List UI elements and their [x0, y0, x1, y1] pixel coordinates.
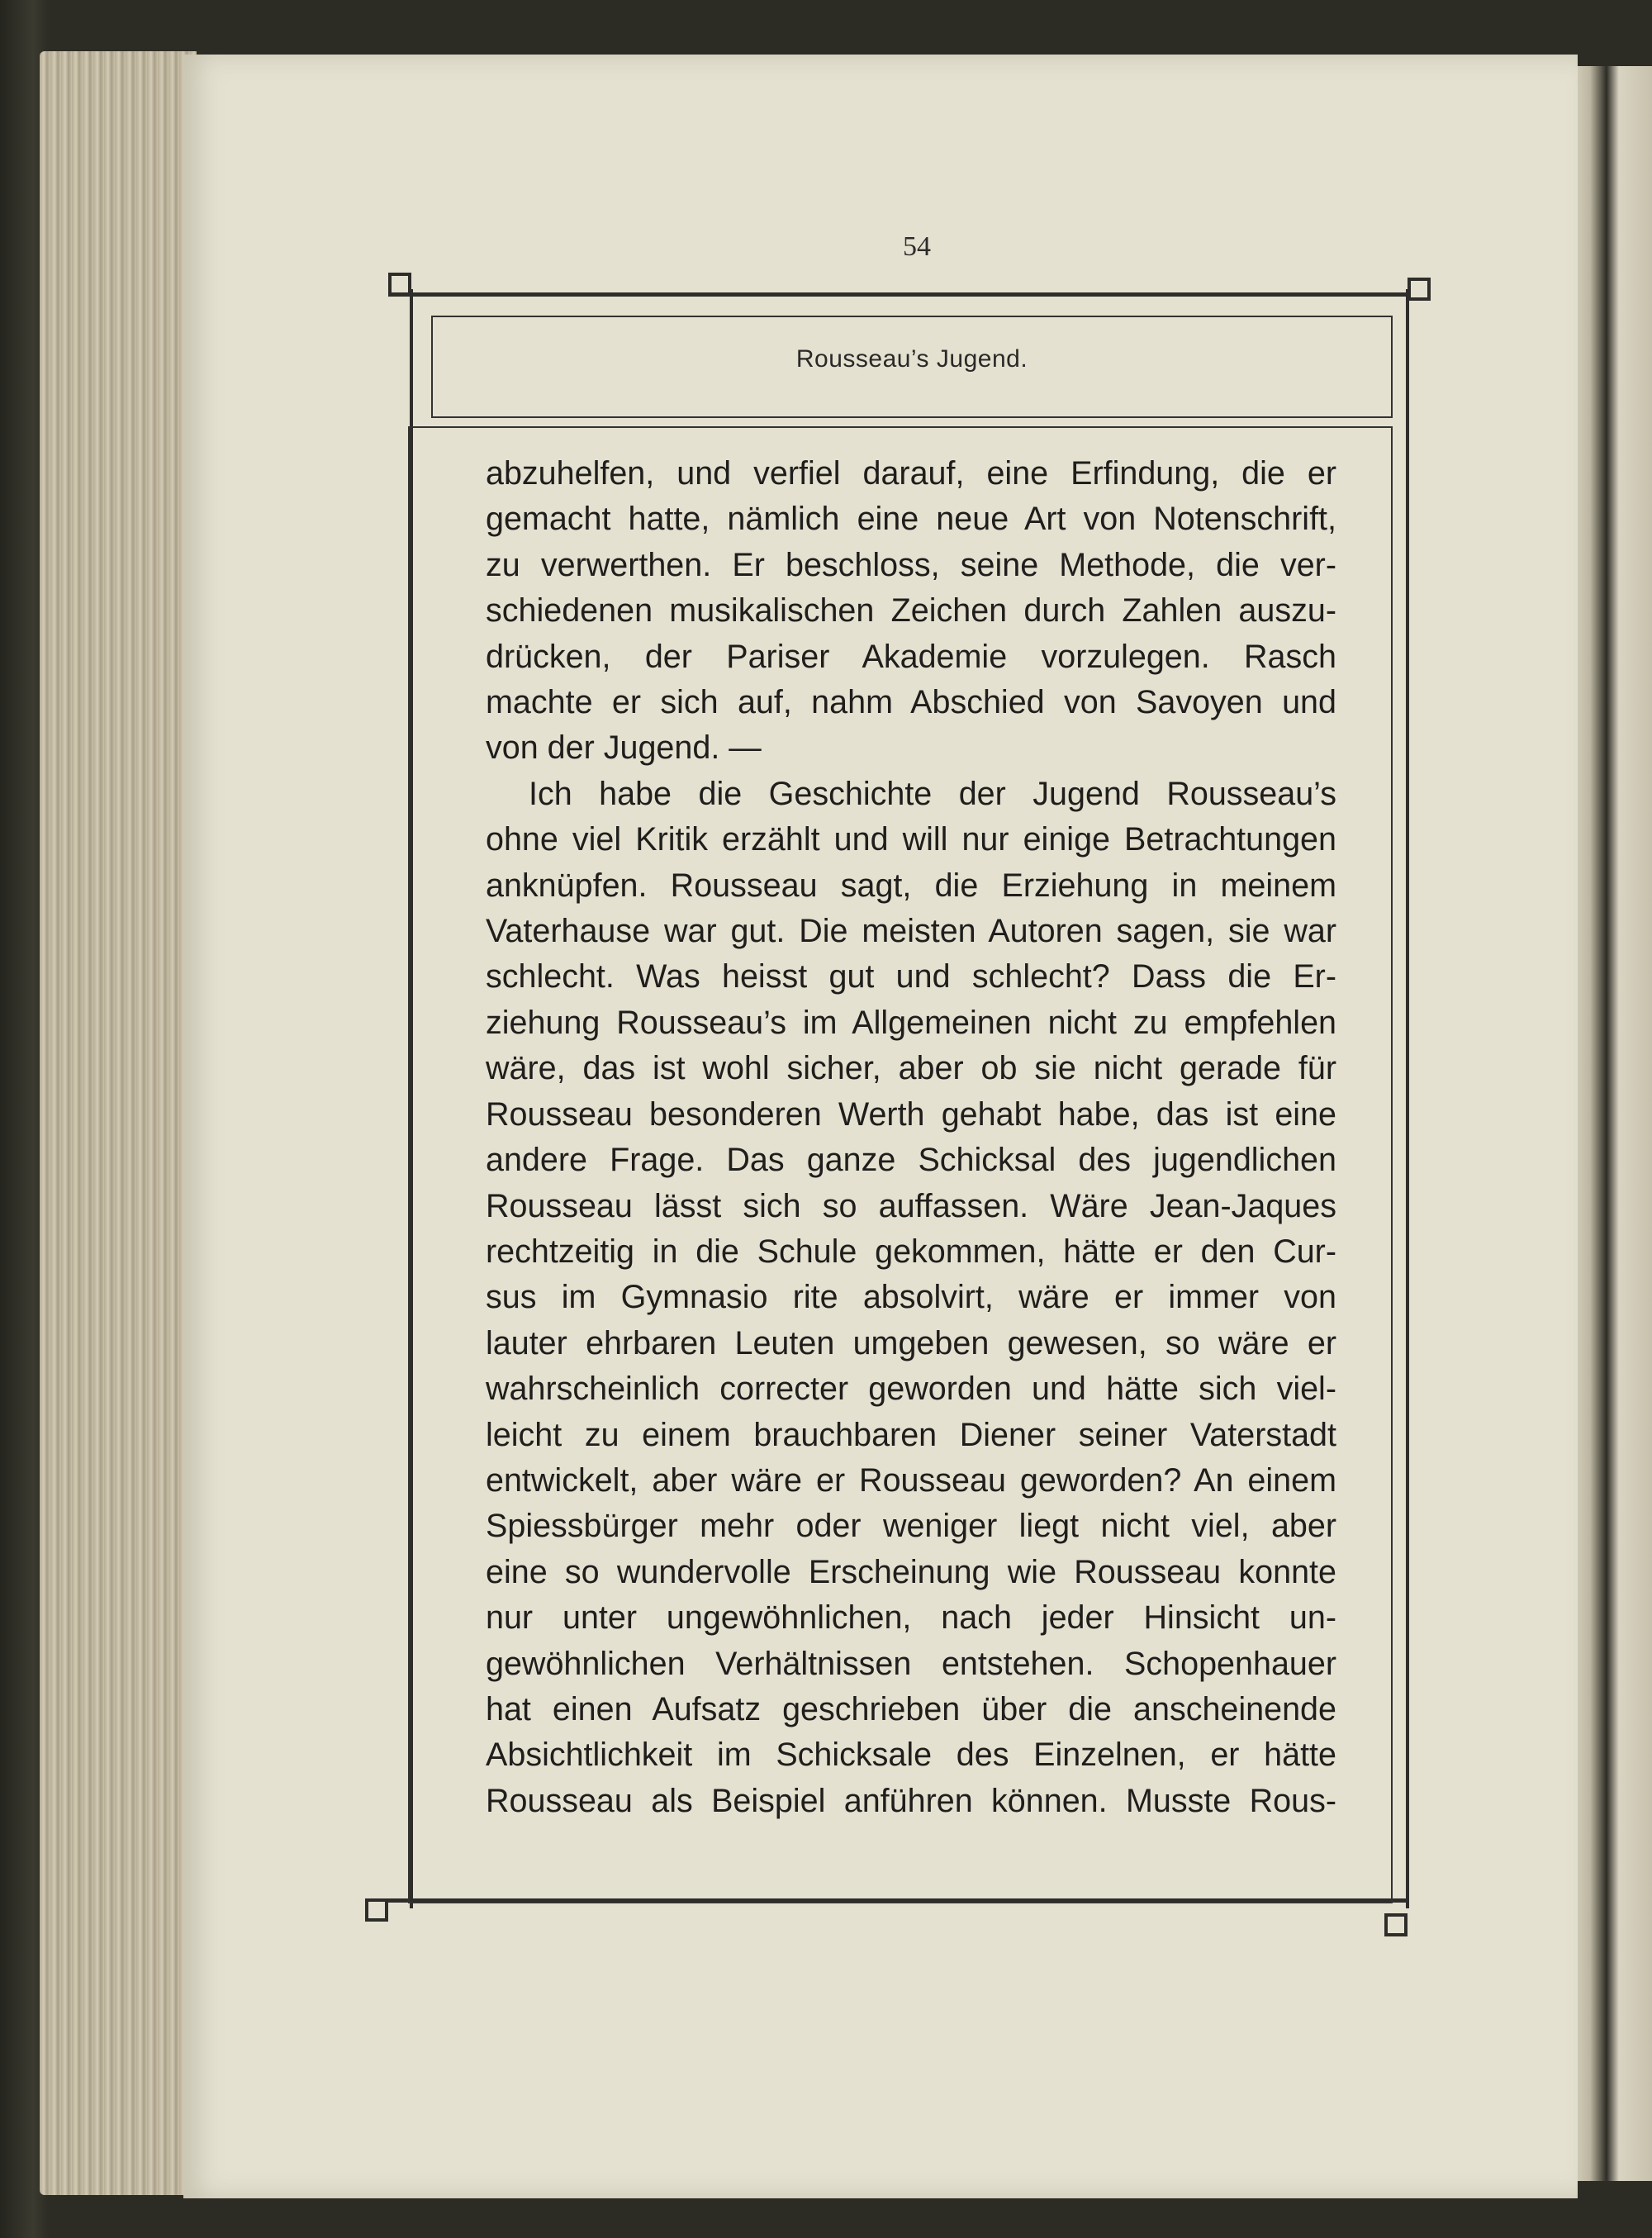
text-line: wahrscheinlich correcter geworden und hätte sich viel- — [486, 1371, 1336, 1408]
text-line: eine so wundervolle Erscheinung wie Rousseau konnte — [486, 1553, 1336, 1590]
frame-right-rule — [1406, 289, 1409, 1908]
text-line: leicht zu einem brauchbaren Diener seiner Vaterstadt — [486, 1416, 1336, 1453]
text-line: Rousseau lässt sich so auffassen. Wäre Jean-Jaques — [486, 1187, 1336, 1224]
text-line: lauter ehrbaren Leuten umgeben gewesen, so wäre er — [486, 1324, 1336, 1361]
text-line: anknüpfen. Rousseau sagt, die Erziehung in meinem — [486, 867, 1336, 904]
text-line: schiedenen musikalischen Zeichen durch Zahlen auszu- — [486, 592, 1336, 630]
text-line: entwickelt, aber wäre er Rousseau geworden? An einem — [486, 1461, 1336, 1499]
text-line: Ich habe die Geschichte der Jugend Rousseau’s — [529, 775, 1336, 812]
frame-top-rule — [388, 292, 1421, 297]
text-line: ziehung Rousseau’s im Allgemeinen nicht zu empfehlen — [486, 1004, 1336, 1041]
text-line: gewöhnlichen Verhältnissen entstehen. Schopenhauer — [486, 1645, 1336, 1682]
text-line: Rousseau besonderen Werth gehabt habe, das ist eine — [486, 1095, 1336, 1133]
text-line: machte er sich auf, nahm Abschied von Savoyen und — [486, 684, 1336, 721]
text-line: schlecht. Was heisst gut und schlecht? Dass die Er- — [486, 958, 1336, 995]
text-line: wäre, das ist wohl sicher, aber ob sie nicht gerade für — [486, 1050, 1336, 1087]
text-line: abzuhelfen, und verfiel darauf, eine Erfindung, die er — [486, 455, 1336, 492]
frame-corner-bottom-right — [1384, 1913, 1408, 1936]
text-line: sus im Gymnasio rite absolvirt, wäre er immer von — [486, 1279, 1336, 1316]
running-head: Rousseau’s Jugend. — [795, 345, 1028, 373]
text-line: rechtzeitig in die Schule gekommen, hätte er den Cur- — [486, 1233, 1336, 1270]
text-line: Spiessbürger mehr oder weniger liegt nicht viel, aber — [486, 1508, 1336, 1545]
text-line: Vaterhause war gut. Die meisten Autoren sagen, sie war — [486, 913, 1336, 950]
text-line: von der Jugend. — — [486, 729, 762, 767]
text-line: gemacht hatte, nämlich eine neue Art von Notenschrift, — [486, 501, 1336, 538]
text-line: andere Frage. Das ganze Schicksal des jugendlichen — [486, 1142, 1336, 1179]
facing-page-edge — [1574, 66, 1652, 2181]
text-line: Absichtlichkeit im Schicksale des Einzelnen, er hätte — [486, 1737, 1336, 1774]
frame-corner-bottom-left — [365, 1898, 388, 1922]
text-line: nur unter ungewöhnlichen, nach jeder Hinsicht un- — [486, 1599, 1336, 1637]
text-line: zu verwerthen. Er beschloss, seine Methode, die ver- — [486, 546, 1336, 583]
body-text — [486, 451, 1336, 1824]
text-line: ohne viel Kritik erzählt und will nur einige Betrachtungen — [486, 821, 1336, 858]
frame-corner-top-left — [388, 273, 411, 296]
book-page-edges — [40, 51, 197, 2195]
text-line: hat einen Aufsatz geschrieben über die anscheinende — [486, 1690, 1336, 1727]
frame-corner-top-right — [1408, 278, 1431, 301]
text-line: drücken, der Pariser Akademie vorzulegen. Rasch — [486, 638, 1336, 675]
page-number: 54 — [903, 231, 931, 262]
text-line: Rousseau als Beispiel anführen können. Musste Rous- — [486, 1782, 1336, 1819]
